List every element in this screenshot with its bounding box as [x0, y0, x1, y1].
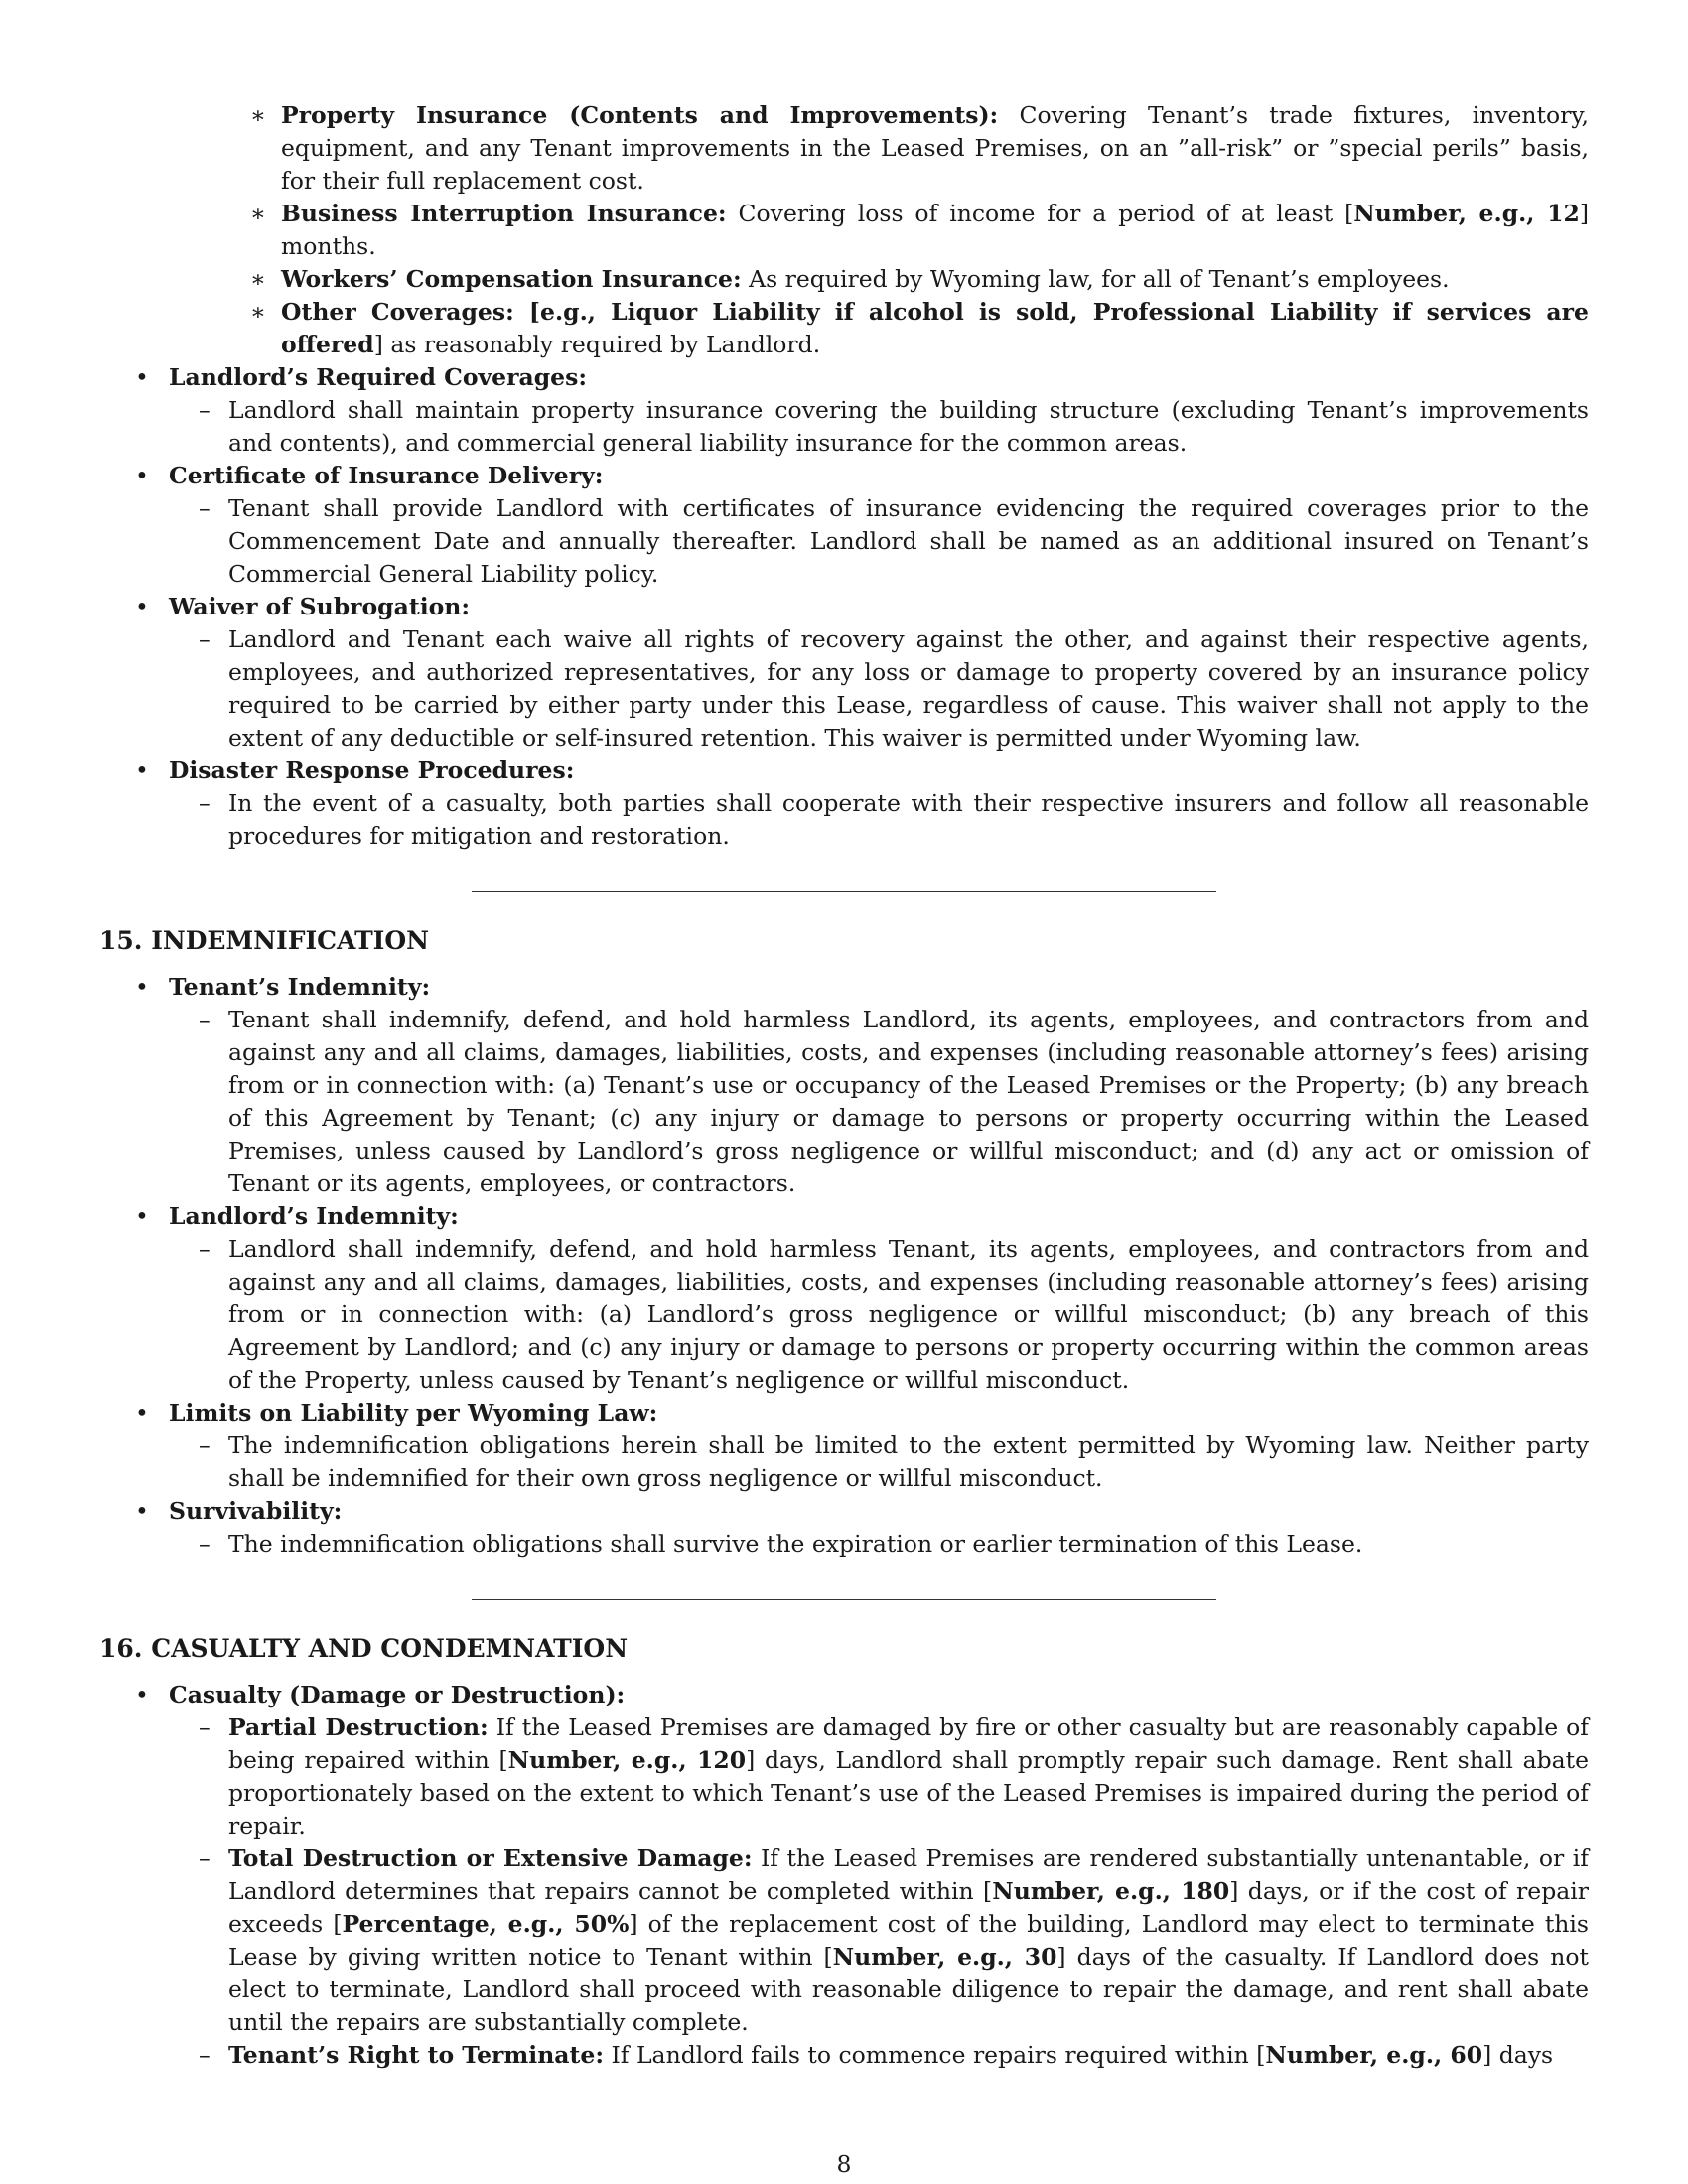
dash-bullet-icon: – [199, 789, 211, 817]
item-label: Casualty (Damage or Destruction): [169, 1681, 626, 1708]
list-item [99, 1495, 1589, 1528]
item-text: ] days, or if the cost of repair exceeds [ [228, 1877, 1589, 1938]
item-text: If Landlord fails to commence repairs required within [ [604, 2041, 1266, 2069]
list-item [99, 1200, 1589, 1233]
item-text: ] of the replacement cost of the building, Landlord may elect to terminate this Lease by giving written notice to Tenant within [ [228, 1910, 1589, 1971]
item-placeholder: Number, e.g., 12 [1353, 200, 1580, 227]
item-text: ] months. [281, 200, 1589, 260]
item-label: Partial Destruction: [228, 1713, 489, 1741]
item-text: Tenant shall provide Landlord with certificates of insurance evidencing the required coverages prior to the Commencement Date and annually thereafter. Landlord shall be named as an additional insured on Tenant’s Commercial General Liability policy. [228, 494, 1589, 588]
document-body [99, 99, 1589, 2072]
dash-bullet-icon: – [199, 625, 211, 653]
item-text: Landlord shall maintain property insurance covering the building structure (excluding Tenant’s improvements and contents), and commercial general liability insurance for the common areas. [228, 396, 1589, 457]
item-placeholder: Number, e.g., 60 [1265, 2041, 1483, 2069]
list-item [99, 99, 1589, 198]
list-item [99, 263, 1589, 296]
asterisk-bullet-icon: ∗ [250, 298, 266, 326]
item-text: Landlord and Tenant each waive all rights of recovery against the other, and against their respective agents, employees, and authorized representatives, for any loss or damage to property covered by an insurance policy required to be carried by either party under this Lease, regardless of cause. This waiver shall not apply to the extent of any deductible or self-insured retention. This waiver is permitted under Wyoming law. [228, 625, 1589, 751]
list-item [99, 1430, 1589, 1495]
list-item [99, 492, 1589, 591]
item-text: If the Leased Premises are damaged by fire or other casualty but are reasonably capable of being repaired within [ [228, 1713, 1589, 1774]
list-item [99, 1397, 1589, 1430]
bullet-icon: • [135, 1202, 149, 1230]
item-placeholder: Number, e.g., 30 [832, 1943, 1057, 1971]
item-label: Survivability: [169, 1497, 343, 1525]
list-item [99, 1233, 1589, 1397]
dash-bullet-icon: – [199, 396, 211, 424]
item-text: As required by Wyoming law, for all of Tenant’s employees. [741, 265, 1450, 293]
bullet-icon: • [135, 756, 149, 784]
list-item [99, 623, 1589, 754]
bullet-icon: • [135, 462, 149, 489]
list-item [99, 460, 1589, 492]
bullet-icon: • [135, 593, 149, 620]
item-label: Disaster Response Procedures: [169, 756, 575, 784]
item-label: Certificate of Insurance Delivery: [169, 462, 604, 489]
item-placeholder: Number, e.g., 180 [992, 1877, 1230, 1905]
section-heading: 15. INDEMNIFICATION [99, 926, 429, 955]
item-text: Covering Tenant’s trade fixtures, inventory, equipment, and any Tenant improvements in the Leased Premises, on an ”all-risk” or ”special perils” basis, for their full replacement cost. [281, 101, 1589, 195]
list-item [99, 754, 1589, 787]
list-item [99, 1711, 1589, 1843]
bullet-icon: • [135, 1497, 149, 1525]
dash-bullet-icon: – [199, 494, 211, 522]
item-label: Workers’ Compensation Insurance: [281, 265, 742, 293]
dash-bullet-icon: – [199, 2041, 211, 2069]
item-label: Landlord’s Indemnity: [169, 1202, 459, 1230]
list-item [99, 787, 1589, 853]
list-item [99, 591, 1589, 623]
item-text: In the event of a casualty, both parties shall cooperate with their respective insurers and follow all reasonable procedures for mitigation and restoration. [228, 789, 1589, 850]
item-text: ] days of the casualty. If Landlord does not elect to terminate, Landlord shall proceed with reasonable diligence to repair the damage, and rent shall abate until the repairs are substantially complete. [228, 1943, 1589, 2036]
item-text: Tenant shall indemnify, defend, and hold harmless Landlord, its agents, employees, and contractors from and against any and all claims, damages, liabilities, costs, and expenses (including reasonable attorney’s fees) arising from or in connection with: (a) Tenant’s use or occupancy of the Leased Premises or the Property; (b) any breach of this Agreement by Tenant; (c) any injury or damage to persons or property occurring within the Leased Premises, unless caused by Landlord’s gross negligence or willful misconduct; and (d) any act or omission of Tenant or its agents, employees, or contractors. [228, 1006, 1589, 1197]
item-text: The indemnification obligations herein shall be limited to the extent permitted by Wyoming law. Neither party shall be indemnified for their own gross negligence or willful misconduct. [228, 1432, 1589, 1492]
list-item [99, 1528, 1589, 1561]
list-item [99, 971, 1589, 1004]
item-label: Waiver of Subrogation: [169, 593, 471, 620]
asterisk-bullet-icon: ∗ [250, 265, 266, 293]
item-placeholder: Number, e.g., 120 [507, 1746, 747, 1774]
list-item [99, 2039, 1589, 2072]
item-text: ] days [1482, 2041, 1554, 2069]
list-item [99, 1679, 1589, 1711]
bullet-icon: • [135, 1681, 149, 1708]
item-text: ] days, Landlord shall promptly repair such damage. Rent shall abate proportionately based on the extent to which Tenant’s use of the Leased Premises is impaired during the period of repair. [228, 1746, 1589, 1840]
section-heading: 16. CASUALTY AND CONDEMNATION [99, 1634, 629, 1663]
dash-bullet-icon: – [199, 1844, 211, 1872]
item-label: Property Insurance (Contents and Improvements): [281, 101, 999, 129]
bullet-icon: • [135, 973, 149, 1001]
dash-bullet-icon: – [199, 1006, 211, 1033]
dash-bullet-icon: – [199, 1530, 211, 1558]
list-item [99, 394, 1589, 460]
item-text: Landlord shall indemnify, defend, and hold harmless Tenant, its agents, employees, and contractors from and against any and all claims, damages, liabilities, costs, and expenses (including reasonable attorney’s fees) arising from or in connection with: (a) Landlord’s gross negligence or willful misconduct; (b) any breach of this Agreement by Landlord; and (c) any injury or damage to persons or property occurring within the common areas of the Property, unless caused by Tenant’s negligence or willful misconduct. [228, 1235, 1589, 1394]
item-text: If the Leased Premises are rendered substantially untenantable, or if Landlord determines that repairs cannot be completed within [ [228, 1844, 1590, 1905]
asterisk-bullet-icon: ∗ [250, 101, 266, 129]
asterisk-bullet-icon: ∗ [250, 200, 266, 227]
bullet-icon: • [135, 363, 149, 391]
item-label: Tenant’s Indemnity: [169, 973, 431, 1001]
list-item [99, 296, 1589, 361]
item-text: The indemnification obligations shall survive the expiration or earlier termination of this Lease. [228, 1530, 1363, 1558]
item-label: Other Coverages: [e.g., Liquor Liability if alcohol is sold, Professional Liability if services are offered [281, 298, 1589, 358]
item-placeholder: Percentage, e.g., 50% [342, 1910, 630, 1938]
section-divider [472, 1599, 1216, 1600]
item-text: ] as reasonably required by Landlord. [373, 331, 821, 358]
item-label: Tenant’s Right to Terminate: [228, 2041, 605, 2069]
dash-bullet-icon: – [199, 1432, 211, 1459]
list-item [99, 361, 1589, 394]
list-item [99, 198, 1589, 263]
item-label: Limits on Liability per Wyoming Law: [169, 1399, 658, 1427]
bullet-icon: • [135, 1399, 149, 1427]
item-label: Total Destruction or Extensive Damage: [228, 1844, 753, 1872]
list-item [99, 1004, 1589, 1200]
item-label: Landlord’s Required Coverages: [169, 363, 588, 391]
item-text: Covering loss of income for a period of at least [ [726, 200, 1354, 227]
page-number: 8 [836, 2150, 852, 2178]
item-label: Business Interruption Insurance: [281, 200, 727, 227]
list-item [99, 1843, 1589, 2039]
dash-bullet-icon: – [199, 1235, 211, 1263]
section-divider [472, 891, 1216, 892]
dash-bullet-icon: – [199, 1713, 211, 1741]
